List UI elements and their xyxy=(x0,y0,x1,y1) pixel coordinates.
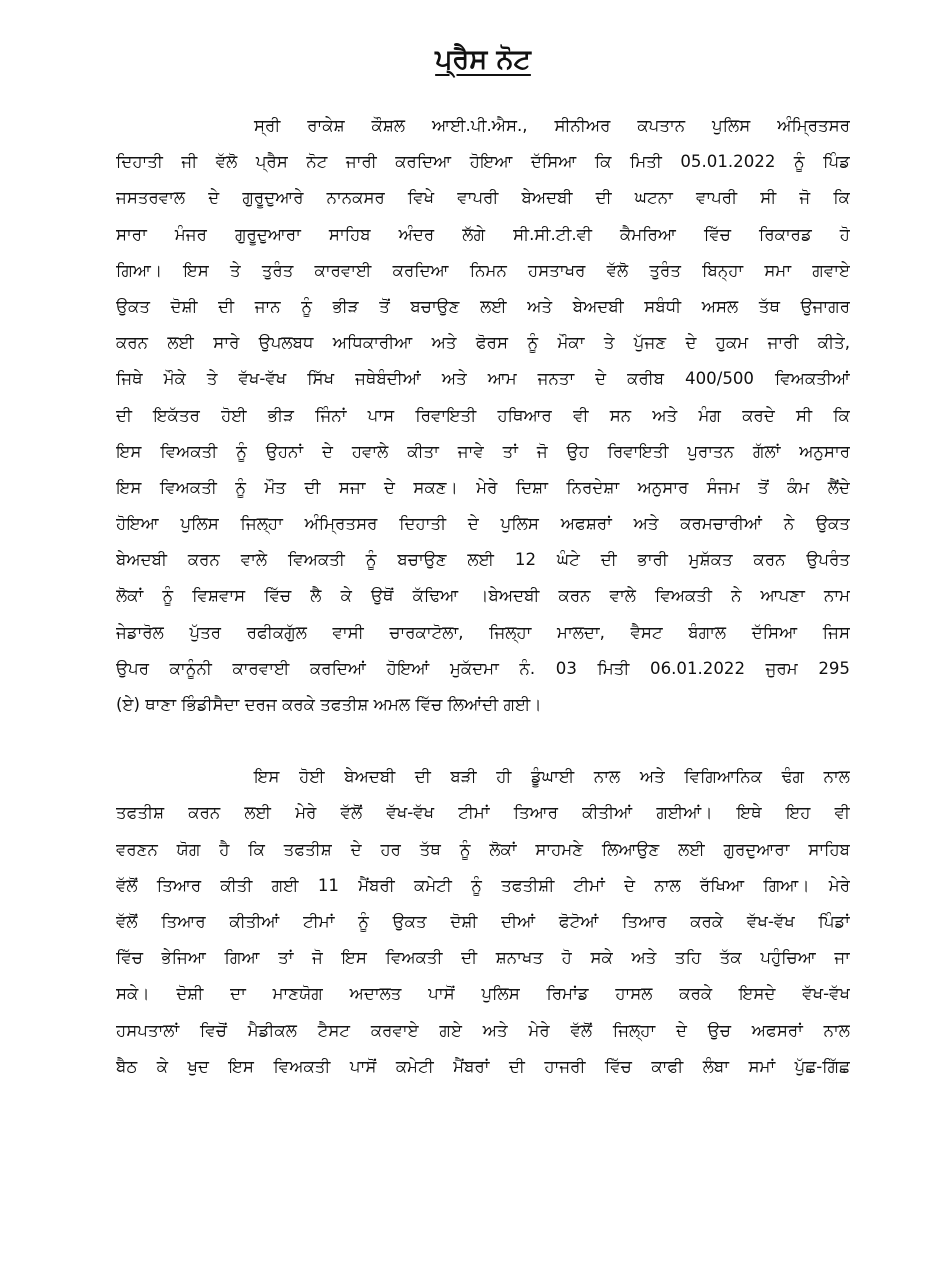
text-line: ਵਿੱਚ ਭੇਜਿਆ ਗਿਆ ਤਾਂ ਜੋ ਇਸ ਵਿਅਕਤੀ ਦੀ ਸ਼ਨਾਖਤ ਹੋ ਸਕੇ ਅਤੇ ਤਹਿ ਤੱਕ ਪਹੁੰਚਿਆ ਜਾ xyxy=(116,948,850,968)
text-line: ਦਿਹਾਤੀ ਜੀ ਵੱਲੋ ਪ੍ਰੈਸ ਨੋਟ ਜਾਰੀ ਕਰਦਿਆ ਹੋਇਆ ਦੱਸਿਆ ਕਿ ਮਿਤੀ 05.01.2022 ਨੂੰ ਪਿੰਡ xyxy=(116,152,850,172)
paragraph-2 xyxy=(116,759,850,1085)
text-line: ਤਫਤੀਸ਼ ਕਰਨ ਲਈ ਮੇਰੇ ਵੱਲੋਂ ਵੱਖ-ਵੱਖ ਟੀਮਾਂ ਤਿਆਰ ਕੀਤੀਆਂ ਗਈਆਂ। ਇਥੇ ਇਹ ਵੀ xyxy=(116,803,850,823)
text-line: ਗਿਆ। ਇਸ ਤੇ ਤੁਰੰਤ ਕਾਰਵਾਈ ਕਰਦਿਆ ਨਿਮਨ ਹਸਤਾਖਰ ਵੱਲੋ ਤੁਰੰਤ ਬਿਨ੍ਹਾ ਸਮਾ ਗਵਾਏ xyxy=(116,260,850,280)
text-line: ਵੱਲੋਂ ਤਿਆਰ ਕੀਤੀਆਂ ਟੀਮਾਂ ਨੂੰ ਉਕਤ ਦੋਸ਼ੀ ਦੀਆਂ ਫੋਟੋਆਂ ਤਿਆਰ ਕਰਕੇ ਵੱਖ-ਵੱਖ ਪਿੰਡਾਂ xyxy=(116,911,850,931)
text-line: ਹੋਇਆ ਪੁਲਿਸ ਜਿਲ੍ਹਾ ਅੰਮ੍ਰਿਤਸਰ ਦਿਹਾਤੀ ਦੇ ਪੁਲਿਸ ਅਫਸ਼ਰਾਂ ਅਤੇ ਕਰਮਚਾਰੀਆਂ ਨੇ ਉਕਤ xyxy=(116,514,850,534)
paragraph-1 xyxy=(116,108,850,723)
text-line: ਇਸ ਵਿਅਕਤੀ ਨੂੰ ਮੌਤ ਦੀ ਸਜਾ ਦੇ ਸਕਣ। ਮੇਰੇ ਦਿਸ਼ਾ ਨਿਰਦੇਸ਼ਾ ਅਨੁਸਾਰ ਸੰਜਮ ਤੋਂ ਕੰਮ ਲੈਂਦੇ xyxy=(116,477,850,497)
text-line: ਉਕਤ ਦੋਸ਼ੀ ਦੀ ਜਾਨ ਨੂੰ ਭੀੜ ਤੋਂ ਬਚਾਉਣ ਲਈ ਅਤੇ ਬੇਅਦਬੀ ਸਬੰਧੀ ਅਸਲ ਤੱਥ ਉਜਾਗਰ xyxy=(116,296,850,316)
text-line: (ਏ) ਥਾਣਾ ਭਿੰਡੀਸੈਦਾ ਦਰਜ ਕਰਕੇ ਤਫਤੀਸ਼ ਅਮਲ ਵਿੱਚ ਲਿਆਂਦੀ ਗਈ। xyxy=(116,695,542,714)
text-line: ਇਸ ਹੋਈ ਬੇਅਦਬੀ ਦੀ ਬੜੀ ਹੀ ਡੂੰਘਾਈ ਨਾਲ ਅਤੇ ਵਿਗਿਆਨਿਕ ਢੰਗ ਨਾਲ xyxy=(254,767,850,787)
text-line: ਉਪਰ ਕਾਨੂੰਨੀ ਕਾਰਵਾਈ ਕਰਦਿਆਂ ਹੋਇਆਂ ਮੁਕੱਦਮਾ ਨੰ. 03 ਮਿਤੀ 06.01.2022 ਜੁਰਮ 295 xyxy=(116,658,850,678)
text-line: ਕਰਨ ਲਈ ਸਾਰੇ ਉਪਲਬਧ ਅਧਿਕਾਰੀਆ ਅਤੇ ਫੋਰਸ ਨੂੰ ਮੌਕਾ ਤੇ ਪੁੱਜਣ ਦੇ ਹੁਕਮ ਜਾਰੀ ਕੀਤੇ, xyxy=(116,333,850,353)
text-line: ਲੋਕਾਂ ਨੂੰ ਵਿਸ਼ਵਾਸ ਵਿੱਚ ਲੈ ਕੇ ਉਥੋਂ ਕੱਢਿਆ ।ਬੇਅਦਬੀ ਕਰਨ ਵਾਲੇ ਵਿਅਕਤੀ ਨੇ ਆਪਣਾ ਨਾਮ xyxy=(116,586,850,606)
text-line: ਜਿਥੇ ਮੌਕੇ ਤੇ ਵੱਖ-ਵੱਖ ਸਿੱਖ ਜਥੇਬੰਦੀਆਂ ਅਤੇ ਆਮ ਜਨਤਾ ਦੇ ਕਰੀਬ 400/500 ਵਿਅਕਤੀਆਂ xyxy=(116,369,850,389)
text-line: ਬੇਅਦਬੀ ਕਰਨ ਵਾਲੇ ਵਿਅਕਤੀ ਨੂੰ ਬਚਾਉਣ ਲਈ 12 ਘੰਟੇ ਦੀ ਭਾਰੀ ਮੁਸ਼ੱਕਤ ਕਰਨ ਉਪਰੰਤ xyxy=(116,550,850,570)
text-line: ਸ੍ਰੀ ਰਾਕੇਸ਼ ਕੌਸ਼ਲ ਆਈ.ਪੀ.ਐਸ., ਸੀਨੀਅਰ ਕਪਤਾਨ ਪੁਲਿਸ ਅੰਮ੍ਰਿਤਸਰ xyxy=(254,116,850,135)
paragraph-gap xyxy=(116,723,850,759)
text-line: ਜੇਡਾਰੋਲ ਪੁੱਤਰ ਰਫੀਕਗੁੱਲ ਵਾਸੀ ਚਾਰਕਾਟੋਲਾ, ਜਿਲ੍ਹਾ ਮਾਲਦਾ, ਵੈਸਟ ਬੰਗਾਲ ਦੱਸਿਆ ਜਿਸ xyxy=(116,622,850,642)
text-line: ਜਸਤਰਵਾਲ ਦੇ ਗੁਰੂਦੁਆਰੇ ਨਾਨਕਸਰ ਵਿਖੇ ਵਾਪਰੀ ਬੇਅਦਬੀ ਦੀ ਘਟਨਾ ਵਾਪਰੀ ਸੀ ਜੋ ਕਿ xyxy=(116,188,850,208)
text-line: ਹਸਪਤਾਲਾਂ ਵਿਚੋਂ ਮੈਡੀਕਲ ਟੈਸਟ ਕਰਵਾਏ ਗਏ ਅਤੇ ਮੇਰੇ ਵੱਲੋਂ ਜਿਲ੍ਹਾ ਦੇ ਉਚ ਅਫਸਰਾਂ ਨਾਲ xyxy=(116,1020,850,1040)
text-line: ਦੀ ਇਕੱਤਰ ਹੋਈ ਭੀੜ ਜਿੰਨਾਂ ਪਾਸ ਰਿਵਾਇਤੀ ਹਥਿਆਰ ਵੀ ਸਨ ਅਤੇ ਮੰਗ ਕਰਦੇ ਸੀ ਕਿ xyxy=(116,405,850,425)
text-line: ਵਰਣਨ ਯੋਗ ਹੈ ਕਿ ਤਫਤੀਸ਼ ਦੇ ਹਰ ਤੱਥ ਨੂੰ ਲੋਕਾਂ ਸਾਹਮਣੇ ਲਿਆਉਣ ਲਈ ਗੁਰਦੁਆਰਾ ਸਾਹਿਬ xyxy=(116,839,850,859)
text-line: ਇਸ ਵਿਅਕਤੀ ਨੂੰ ਉਹਨਾਂ ਦੇ ਹਵਾਲੇ ਕੀਤਾ ਜਾਵੇ ਤਾਂ ਜੋ ਉਹ ਰਿਵਾਇਤੀ ਪੁਰਾਤਨ ਗੱਲਾਂ ਅਨੁਸਾਰ xyxy=(116,441,850,461)
text-line: ਬੈਠ ਕੇ ਖੁਦ ਇਸ ਵਿਅਕਤੀ ਪਾਸੋਂ ਕਮੇਟੀ ਮੈਂਬਰਾਂ ਦੀ ਹਾਜਰੀ ਵਿੱਚ ਕਾਫੀ ਲੰਬਾ ਸਮਾਂ ਪੁੱਛ-ਗਿੱਛ xyxy=(116,1056,850,1076)
text-line: ਸਾਰਾ ਮੰਜਰ ਗੁਰੂਦੁਆਰਾ ਸਾਹਿਬ ਅੰਦਰ ਲੱਗੇ ਸੀ.ਸੀ.ਟੀ.ਵੀ ਕੈਮਰਿਆ ਵਿੱਚ ਰਿਕਾਰਡ ਹੋ xyxy=(116,224,850,244)
title-text: ਪ੍ਰੈਸ ਨੋਟ xyxy=(435,44,531,75)
page-title xyxy=(116,38,850,82)
text-line: ਸਕੇ। ਦੋਸ਼ੀ ਦਾ ਮਾਣਯੋਗ ਅਦਾਲਤ ਪਾਸੋਂ ਪੁਲਿਸ ਰਿਮਾਂਡ ਹਾਸਲ ਕਰਕੇ ਇਸਦੇ ਵੱਖ-ਵੱਖ xyxy=(116,984,850,1004)
text-line: ਵੱਲੋਂ ਤਿਆਰ ਕੀਤੀ ਗਈ 11 ਮੈਂਬਰੀ ਕਮੇਟੀ ਨੂੰ ਤਫਤੀਸ਼ੀ ਟੀਮਾਂ ਦੇ ਨਾਲ ਰੱਖਿਆ ਗਿਆ। ਮੇਰੇ xyxy=(116,875,850,895)
